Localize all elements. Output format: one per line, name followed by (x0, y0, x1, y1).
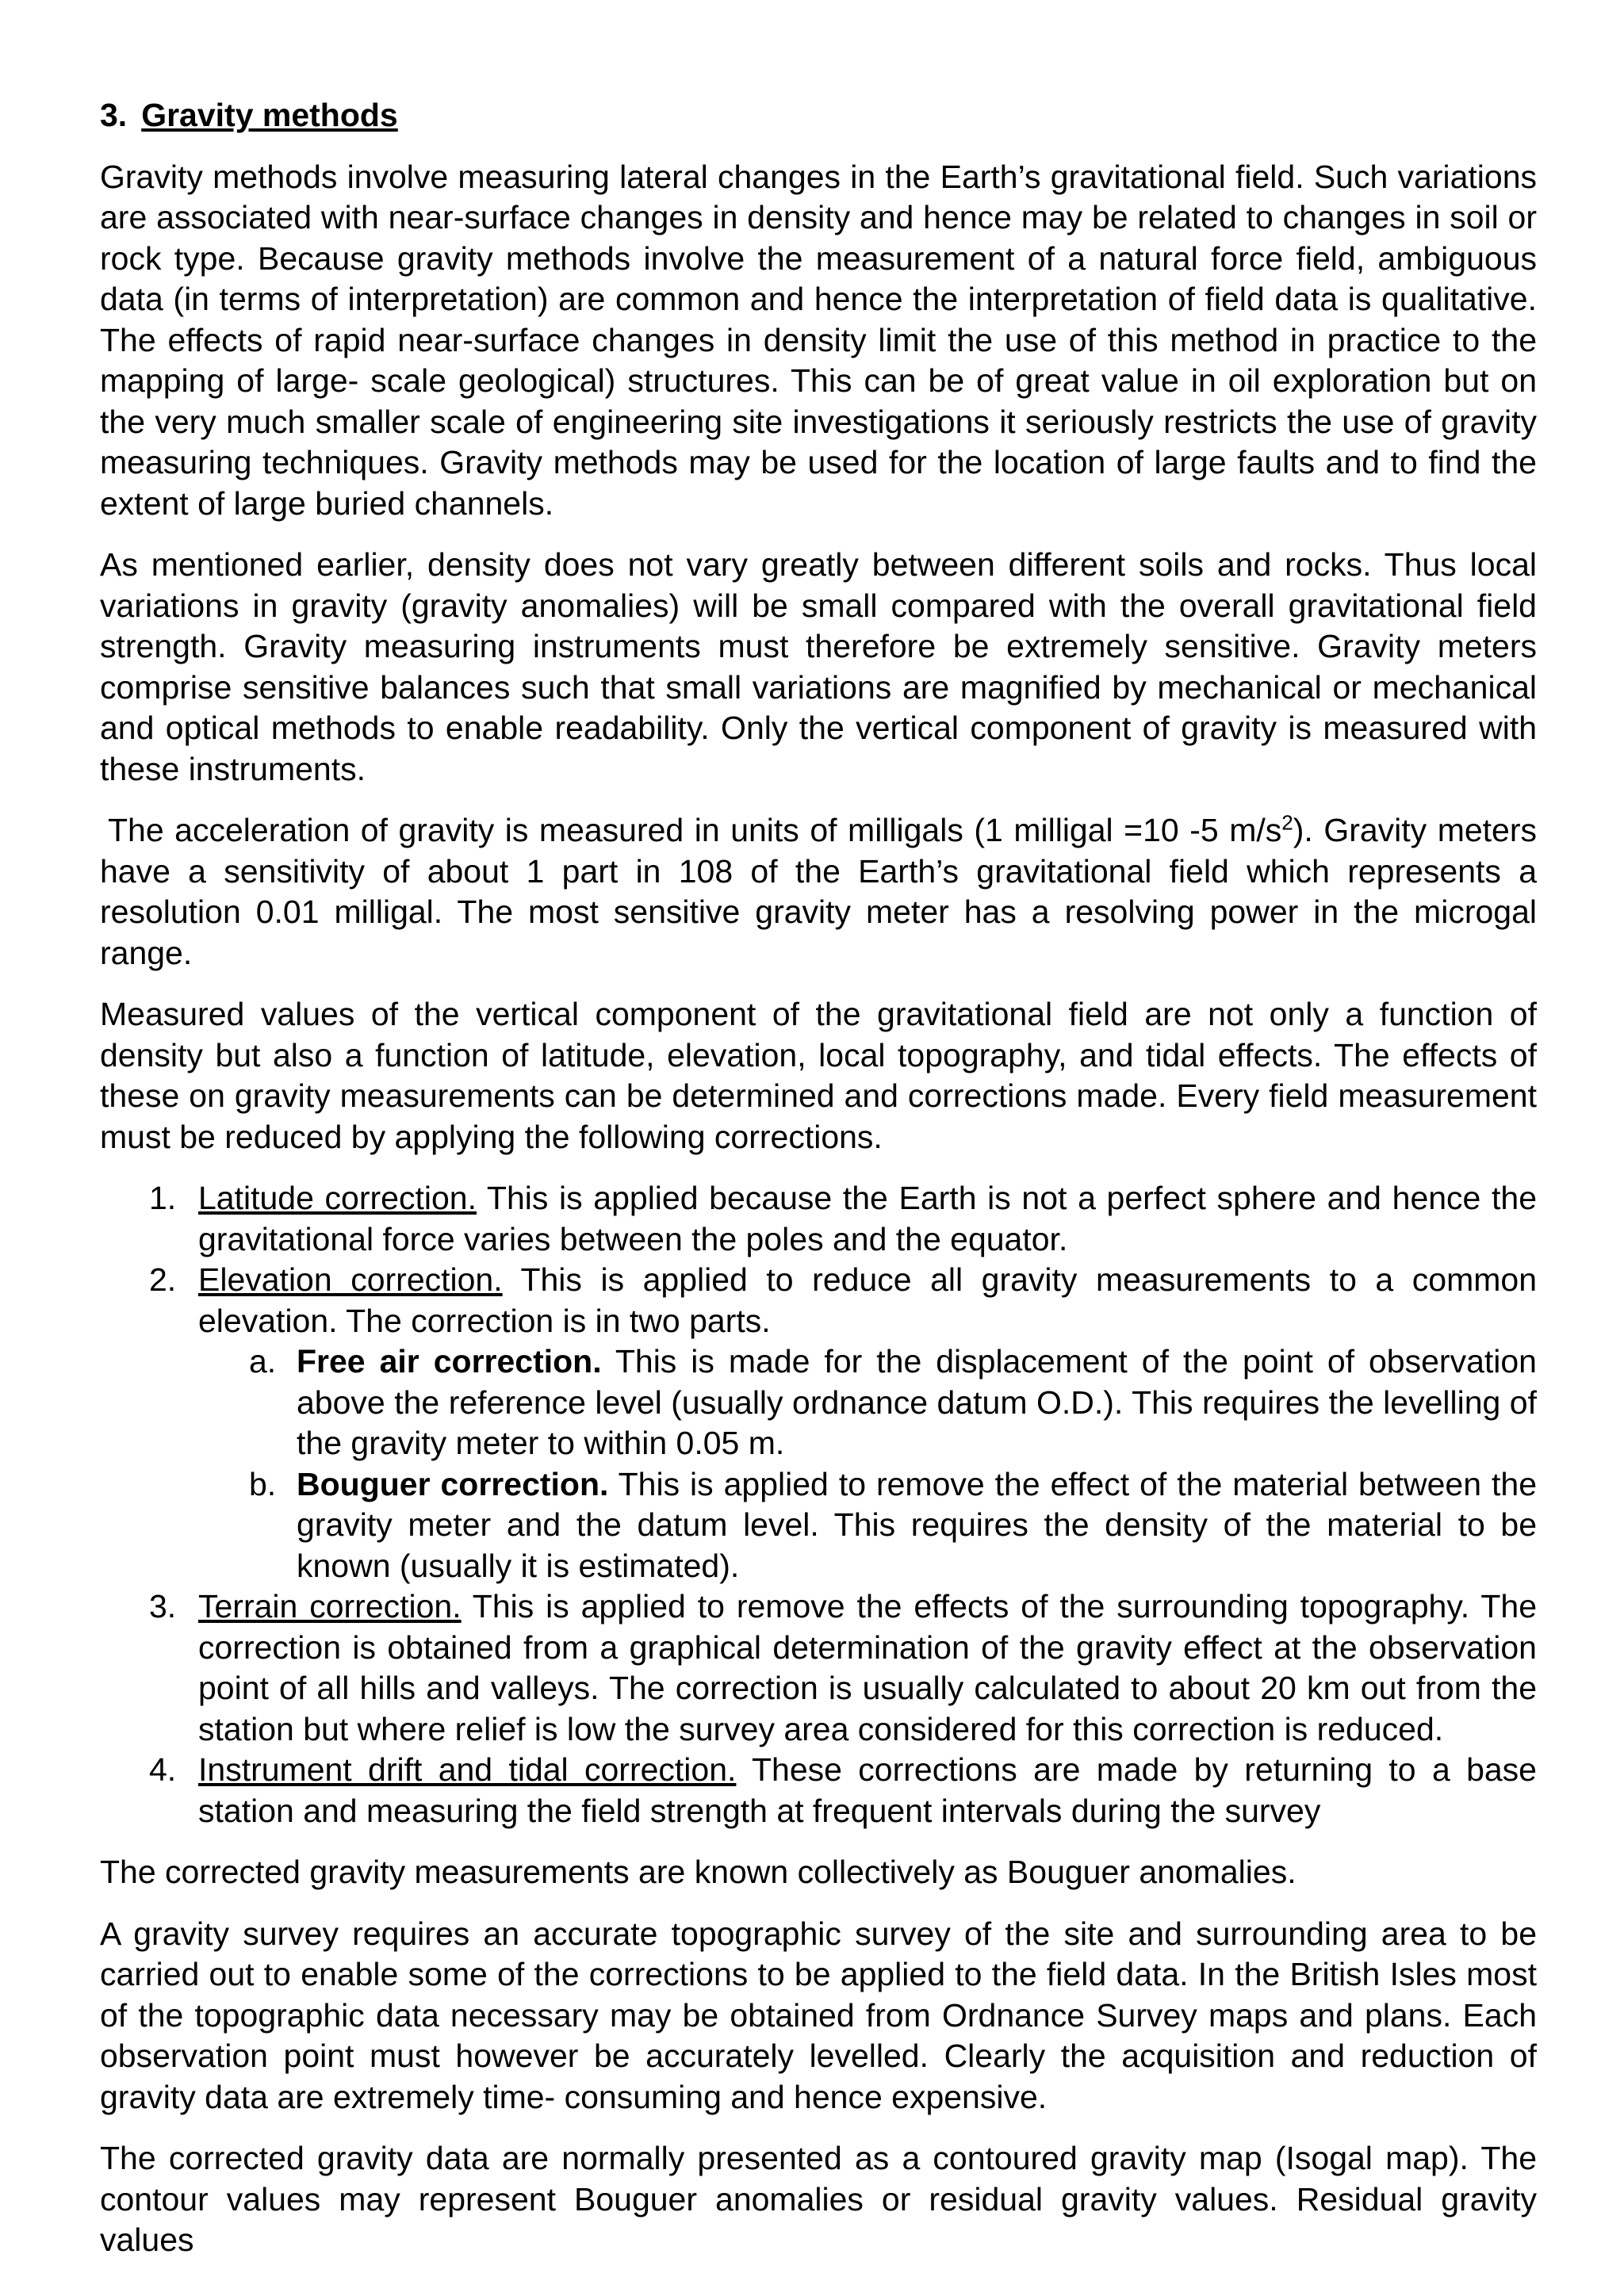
section-title: Gravity methods (141, 97, 398, 133)
section-number: 3. (100, 97, 128, 133)
corrections-list (100, 1178, 1537, 1831)
correction-item-terrain (100, 1586, 1537, 1750)
units-text-end: ). Gravity meters have a sensitivity of about 1 part in 108 of the Earth’s gravitational field which represents a resolution 0.01 milligal. The most sensitive gravity meter has a resolving power in the microgal range. (100, 812, 1537, 971)
document-page (100, 95, 1537, 2282)
paragraph-corrections-intro: Measured values of the vertical component of the gravitational field are not only a function of density but also a function of latitude, elevation, local topography, and tidal effects. The effects of these on gravity measurements can be determined and corrections made. Every field measurement must be reduced by applying the following corrections. (100, 996, 1537, 1155)
correction-text: This is applied to reduce all gravity measurements to a common elevation. The correction is in two parts. (198, 1261, 1538, 1339)
paragraph-isogal-map: The corrected gravity data are normally presented as a contoured gravity map (Isogal map). The contour values may represent Bouguer anomalies or residual gravity values. Residual gravity values (100, 2140, 1537, 2258)
paragraph-units (100, 810, 1537, 974)
sub-item-free-air (198, 1341, 1537, 1464)
list-marker: 3. (149, 1588, 177, 1624)
correction-title: Latitude correction. (198, 1180, 477, 1216)
list-marker: 2. (149, 1261, 177, 1298)
paragraph-density: As mentioned earlier, density does not vary greatly between different soils and rocks. Thus local variations in gravity (gravity anomalies) will be small compared with the overall gravitational field strength. Gravity measuring instruments must therefore be extremely sensitive. Gravity meters comprise sensitive balances such that small variations are magnified by mechanical or mechanical and optical methods to enable readability. Only the vertical component of gravity is measured with these instruments. (100, 546, 1537, 787)
sub-item-text: This is applied to remove the effect of the material between the gravity meter and the datum level. This requires the density of the material to be known (usually it is estimated). (297, 1465, 1537, 1584)
correction-item-drift-tidal (100, 1750, 1537, 1831)
paragraph-intro: Gravity methods involve measuring lateral changes in the Earth’s gravitational field. Such variations are associated with near-surface changes in density and hence may be related to changes in soil or rock type. Because gravity methods involve the measurement of a natural force field, ambiguous data (in terms of interpretation) are common and hence the interpretation of field data is qualitative. The effects of rapid near-surface changes in density limit the use of this method in practice to the mapping of large- scale geological) structures. This can be of great value in oil exploration but on the very much smaller scale of engineering site investigations it seriously restricts the use of gravity measuring techniques. Gravity methods may be used for the location of large faults and to find the extent of large buried channels. (100, 158, 1537, 522)
paragraph-bouguer-anomalies: The corrected gravity measurements are known collectively as Bouguer anomalies. (100, 1854, 1297, 1890)
sub-list-marker: b. (249, 1465, 277, 1502)
section-heading (100, 95, 1537, 136)
correction-title: Elevation correction. (198, 1261, 503, 1298)
correction-item-latitude (100, 1178, 1537, 1260)
elevation-sub-list (198, 1341, 1537, 1586)
correction-title: Terrain correction. (198, 1588, 462, 1624)
sub-item-title: Free air correction. (297, 1343, 602, 1380)
list-marker: 1. (149, 1180, 177, 1216)
correction-item-elevation (100, 1260, 1537, 1586)
correction-title: Instrument drift and tidal correction. (198, 1751, 737, 1788)
list-marker: 4. (149, 1751, 177, 1788)
sub-item-bouguer (198, 1464, 1537, 1587)
sub-list-marker: a. (249, 1343, 277, 1380)
sub-item-text: This is made for the displacement of the point of observation above the reference level (usually ordnance datum O.D.). This requires the levelling of the gravity meter to within 0.05 m. (297, 1343, 1537, 1461)
correction-text: This is applied because the Earth is not a perfect sphere and hence the gravitational force varies between the poles and the equator. (198, 1180, 1538, 1257)
sub-item-title: Bouguer correction. (297, 1465, 609, 1502)
units-text-start: The acceleration of gravity is measured in units of milligals (1 milligal =10 -5 m/s (108, 812, 1282, 848)
correction-text: This is applied to remove the effects of the surrounding topography. The correction is obtained from a graphical determination of the gravity effect at the observation point of all hills and valleys. The correction is usually calculated to about 20 km out from the station but where relief is low the survey area considered for this correction is reduced. (198, 1588, 1537, 1747)
correction-text: These corrections are made by returning to a base station and measuring the field strength at frequent intervals during the survey (198, 1751, 1537, 1829)
paragraph-topographic-survey: A gravity survey requires an accurate topographic survey of the site and surrounding area to be carried out to enable some of the corrections to be applied to the field data. In the British Isles most of the topographic data necessary may be obtained from Ordnance Survey maps and plans. Each observation point must however be accurately levelled. Clearly the acquisition and reduction of gravity data are extremely time- consuming and hence expensive. (100, 1915, 1537, 2115)
units-superscript: 2 (1281, 810, 1293, 835)
